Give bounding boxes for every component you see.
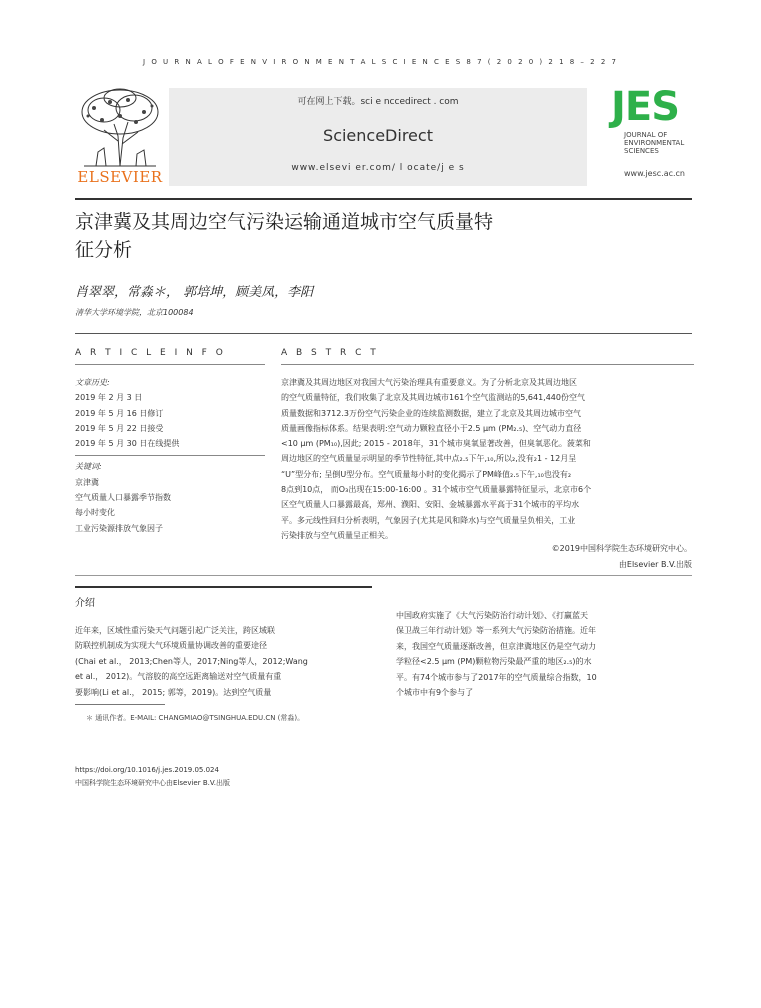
abstract-line: 周边地区的空气质量显示明显的季节性特征,其中点₂.₅下午,₁₀,所以₂,没有₂1 - 12月呈 bbox=[281, 454, 577, 464]
keyword-item: 空气质量人口暴露季节指数 bbox=[75, 493, 171, 503]
abstract-line: “U”型分布; 呈倒U型分布。空气质量每小时的变化揭示了PM峰值₂.₅下午,₁₀也没有₂ bbox=[281, 469, 572, 479]
keyword-item: 每小时变化 bbox=[75, 508, 115, 518]
jes-name-line: JOURNAL OF bbox=[624, 131, 668, 139]
journal-homepage-link[interactable]: www.elsevi er.com/ l ocate/j e s bbox=[291, 163, 465, 173]
jes-logo: JES bbox=[611, 84, 680, 130]
jes-journal-name bbox=[624, 131, 704, 155]
keywords-rule bbox=[75, 455, 265, 456]
abstract-line: 区空气质量人口暴露最高，郑州、濮阳、安阳、金城暴露水平高于31个城市的平均水 bbox=[281, 500, 580, 510]
abstract-bottom-divider bbox=[75, 575, 692, 576]
intro-line: 要影响(Li et al.， 2015; 郭等，2019)。达到空气质量 bbox=[75, 687, 272, 697]
abstract-publisher: 由Elsevier B.V.出版 bbox=[618, 560, 692, 569]
intro-line: et al.， 2012)。气溶胶的高空远距离输送对空气质量有重 bbox=[75, 672, 282, 682]
history-item: 2019 年 5 月 30 日在线提供 bbox=[75, 439, 180, 449]
abstract-rule bbox=[281, 364, 694, 365]
intro-line: 近年来，区域性重污染天气问题引起广泛关注，跨区域联 bbox=[75, 626, 275, 635]
intro-heading-rule bbox=[75, 586, 372, 588]
abstract-line: 京津冀及其周边地区对我国大气污染治理具有重要意义。为了分析北京及其周边地区 bbox=[281, 378, 577, 387]
intro-left-column bbox=[75, 623, 372, 700]
article-info-heading: A R T I C L E I N F O bbox=[75, 348, 226, 358]
history-label: 文章历史: bbox=[75, 378, 110, 387]
abstract-line: 的空气质量特征，我们收集了北京及其周边城市161个空气监测站的5,641,440份空气 bbox=[281, 393, 585, 403]
copyright-block bbox=[420, 541, 692, 573]
intro-line: 来，我国空气质量逐渐改善，但京津冀地区仍是空气动力 bbox=[396, 641, 596, 651]
intro-line: 保卫战三年行动计划》等一系列大气污染防治措施。近年 bbox=[396, 626, 596, 636]
author-list: 肖翠翠，常淼＊， 郭培坤，顾美凤，李阳 bbox=[75, 285, 314, 300]
keyword-item: 工业污染源排放气象因子 bbox=[75, 523, 163, 533]
abstract-text bbox=[281, 375, 694, 543]
keyword-item: 京津冀 bbox=[75, 477, 99, 487]
abstract-heading: A B S T R C T bbox=[281, 348, 379, 358]
intro-line: 防联控机制成为实现大气环境质量协调改善的重要途径 bbox=[75, 641, 267, 651]
intro-line: 中国政府实施了《大气污染防治行动计划》、《打赢蓝天 bbox=[396, 611, 588, 620]
publisher-name: ELSEVIER bbox=[77, 168, 163, 186]
intro-line: 个城市中有9个参与了 bbox=[396, 688, 474, 698]
elsevier-tree-icon bbox=[74, 86, 166, 168]
copyright-text: ©2019中国科学院生态环境研究中心。 bbox=[551, 544, 692, 553]
abstract-line: 质量数据和3712.3万份空气污染企业的连续监测数据，建立了北京及其周边城市空气 bbox=[281, 408, 581, 418]
abstract-line: 8点到10点， 而O₃出现在15:00-16:00 。31个城市空气质量暴露特征显示，北京市6个 bbox=[281, 485, 592, 495]
abstract-line: 平。多元线性回归分析表明，气象因子(尤其是风和降水)与空气质量呈负相关，工业 bbox=[281, 515, 576, 525]
keywords-label: 关键词: bbox=[75, 462, 102, 472]
intro-right-column bbox=[396, 608, 693, 700]
intro-line: 学粒径<2.5 μm (PM)颗粒物污染最严重的地区₂.₅)的水 bbox=[396, 657, 592, 667]
history-item: 2019 年 5 月 22 日接受 bbox=[75, 423, 164, 433]
available-online-text: 可在网上下载。sci e nccedirect . com bbox=[297, 97, 459, 107]
title-line: 征分析 bbox=[75, 239, 133, 261]
abstract-line: 污染排放与空气质量呈正相关。 bbox=[281, 530, 393, 540]
intro-heading: 介绍 bbox=[75, 598, 95, 609]
article-info-block bbox=[75, 375, 265, 536]
corresponding-author-footnote: ＊ 通讯作者。E-MAIL: CHANGMIAO@TSINGHUA.EDU.CN (常淼)。 bbox=[86, 714, 305, 722]
jes-name-line: SCIENCES bbox=[624, 147, 659, 155]
info-top-divider bbox=[75, 333, 692, 334]
doi-link[interactable]: https://doi.org/10.1016/j.jes.2019.05.024 bbox=[75, 766, 219, 774]
jes-url-link[interactable]: www.jesc.ac.cn bbox=[624, 169, 686, 178]
history-item: 2019 年 5 月 16 日修订 bbox=[75, 408, 164, 418]
abstract-line: 质量画像指标体系。结果表明:空气动力颗粒直径小于2.5 μm (PM₂.₅)、空气动力直径 bbox=[281, 423, 582, 433]
abstract-line: <10 μm (PM₁₀),因此; 2015 - 2018年，31个城市臭氧显著改善，但臭氧恶化。菠菜和 bbox=[281, 439, 591, 449]
journal-citation-line: J O U R N A L O F E N V I R O N M E N T A L S C I E N C E S 8 7 ( 2 0 2 0 ) 2 1 8 – 2 2 7 bbox=[143, 58, 618, 66]
article-info-rule bbox=[75, 364, 265, 365]
sciencedirect-brand[interactable]: ScienceDirect bbox=[323, 126, 433, 145]
doi-block bbox=[75, 764, 230, 790]
header-divider bbox=[75, 198, 692, 200]
doi-publisher: 中国科学院生态环境研究中心由Elsevier B.V.出版 bbox=[75, 779, 230, 787]
affiliation: 清华大学环境学院，北京100084 bbox=[75, 308, 194, 317]
title-line: 京津冀及其周边空气污染运输通道城市空气质量特 bbox=[75, 211, 494, 233]
history-item: 2019 年 2 月 3 日 bbox=[75, 393, 143, 403]
intro-line: 平。有74个城市参与了2017年的空气质量综合指数，10 bbox=[396, 672, 597, 682]
intro-line: (Chai et al.， 2013;Chen等人，2017;Ning等人，2012;Wang bbox=[75, 656, 308, 666]
article-title bbox=[75, 208, 635, 264]
jes-name-line: ENVIRONMENTAL bbox=[624, 139, 685, 147]
footnote-rule bbox=[75, 704, 165, 705]
